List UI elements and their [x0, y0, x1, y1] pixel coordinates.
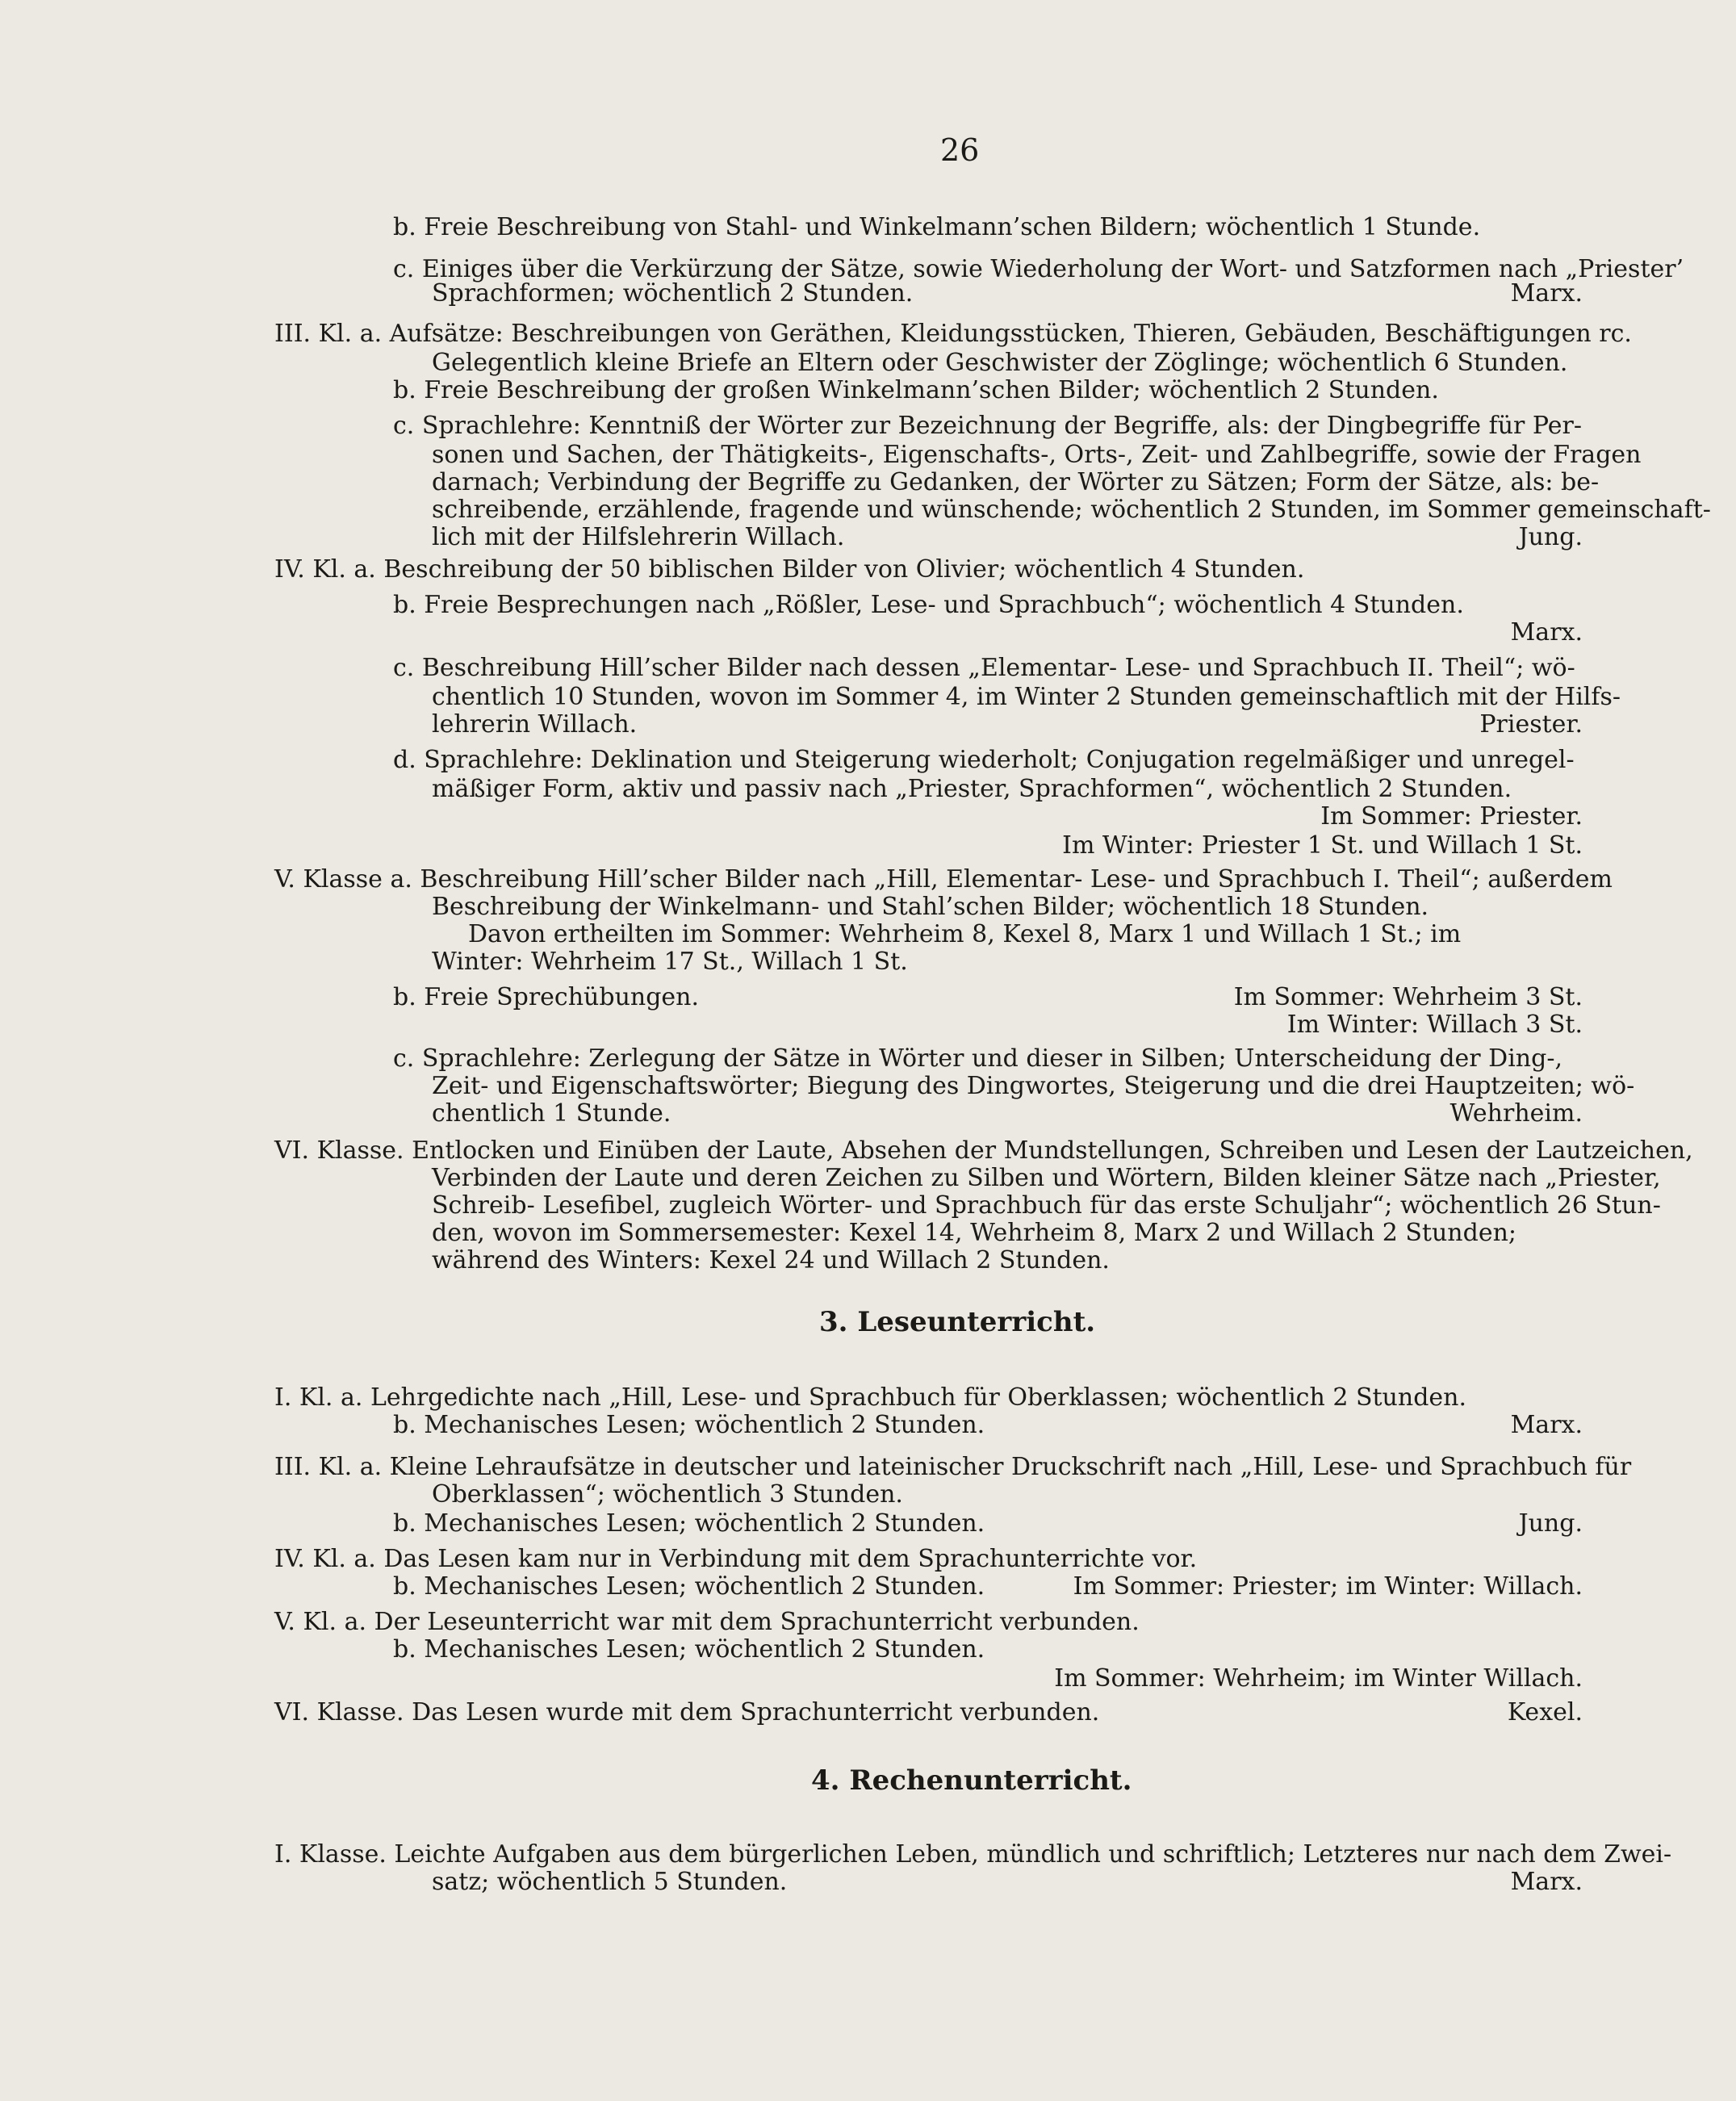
- teacher-name: Kexel.: [1507, 1698, 1583, 1726]
- text-line: lehrerin Willach.: [432, 710, 638, 739]
- text-line: Sprachformen; wöchentlich 2 Stunden.: [432, 279, 914, 308]
- text-line: den, wovon im Sommersemester: Kexel 14, Wehrheim 8, Marx 2 und Willach 2 Stunden;: [432, 1219, 1517, 1247]
- teacher-name: Wehrheim.: [1449, 1099, 1583, 1128]
- text-line: I. Klasse. Leichte Aufgaben aus dem bürgerlichen Leben, mündlich und schriftlich; Letzteres nur nach dem Zwei-: [274, 1840, 1672, 1869]
- text-line: Winter: Wehrheim 17 St., Willach 1 St.: [432, 948, 908, 976]
- teacher-name: Priester.: [1479, 710, 1583, 739]
- text-line: während des Winters: Kexel 24 und Willach 2 Stunden.: [432, 1246, 1110, 1274]
- text-line: Verbinden der Laute und deren Zeichen zu Silben und Wörtern, Bilden kleiner Sätze nach „Priester,: [432, 1164, 1661, 1192]
- text-line: b. Mechanisches Lesen; wöchentlich 2 Stunden.: [393, 1572, 985, 1601]
- text-line: c. Einiges über die Verkürzung der Sätze, sowie Wiederholung der Wort- und Satzformen nach „Priester’: [393, 255, 1684, 283]
- text-line: Gelegentlich kleine Briefe an Eltern oder Geschwister der Zöglinge; wöchentlich 6 Stunden.: [432, 349, 1568, 377]
- text-line: Davon ertheilten im Sommer: Wehrheim 8, Kexel 8, Marx 1 und Willach 1 St.; im: [468, 920, 1462, 948]
- text-line: b. Freie Beschreibung der großen Winkelmann’schen Bilder; wöchentlich 2 Stunden.: [393, 376, 1439, 404]
- text-line: Beschreibung der Winkelmann- und Stahl’schen Bilder; wöchentlich 18 Stunden.: [432, 893, 1429, 921]
- teacher-schedule: Im Sommer: Wehrheim; im Winter Willach.: [1054, 1664, 1583, 1693]
- text-line: IV. Kl. a. Das Lesen kam nur in Verbindung mit dem Sprachunterrichte vor.: [274, 1545, 1198, 1573]
- section-heading: 4. Rechenunterricht.: [811, 1764, 1132, 1797]
- teacher-name: Jung.: [1518, 1509, 1583, 1538]
- teacher-name: Marx.: [1510, 279, 1583, 308]
- text-line: Schreib- Lesefibel, zugleich Wörter- und Sprachbuch für das erste Schuljahr“; wöchentlich 26 Stun-: [432, 1191, 1661, 1220]
- text-line: darnach; Verbindung der Begriffe zu Gedanken, der Wörter zu Sätzen; Form der Sätze, als: be-: [432, 468, 1600, 496]
- teacher-name: Jung.: [1518, 523, 1583, 551]
- text-line: c. Sprachlehre: Zerlegung der Sätze in Wörter und dieser in Silben; Unterscheidung der Ding-,: [393, 1044, 1562, 1073]
- text-line: chentlich 10 Stunden, wovon im Sommer 4, im Winter 2 Stunden gemeinschaftlich mit der Hilfs-: [432, 683, 1621, 711]
- teacher-name: Marx.: [1510, 1411, 1583, 1439]
- text-line: Zeit- und Eigenschaftswörter; Biegung des Dingwortes, Steigerung und die drei Hauptzeiten; wö-: [432, 1072, 1635, 1100]
- section-heading: 3. Leseunterricht.: [819, 1306, 1096, 1338]
- text-line: VI. Klasse. Entlocken und Einüben der Laute, Absehen der Mundstellungen, Schreiben und Lesen der Lautzeichen,: [274, 1136, 1693, 1165]
- text-line: b. Freie Beschreibung von Stahl- und Winkelmann’schen Bildern; wöchentlich 1 Stunde.: [393, 213, 1481, 241]
- teacher-schedule: Im Sommer: Priester.: [1320, 802, 1583, 831]
- text-line: sonen und Sachen, der Thätigkeits-, Eigenschafts-, Orts-, Zeit- und Zahlbegriffe, sowie der Fragen: [432, 441, 1642, 469]
- teacher-schedule: Im Winter: Priester 1 St. und Willach 1 St.: [1062, 831, 1583, 860]
- text-line: c. Sprachlehre: Kenntniß der Wörter zur Bezeichnung der Begriffe, als: der Dingbegriffe für Per-: [393, 412, 1582, 440]
- teacher-name: Marx.: [1510, 618, 1583, 647]
- page-number: 26: [940, 132, 980, 168]
- text-line: b. Mechanisches Lesen; wöchentlich 2 Stunden.: [393, 1411, 985, 1439]
- text-line: Oberklassen“; wöchentlich 3 Stunden.: [432, 1480, 903, 1509]
- text-line: VI. Klasse. Das Lesen wurde mit dem Sprachunterricht verbunden.: [274, 1698, 1100, 1726]
- text-line: b. Freie Besprechungen nach „Rößler, Lese- und Sprachbuch“; wöchentlich 4 Stunden.: [393, 591, 1464, 619]
- teacher-schedule: Im Winter: Willach 3 St.: [1286, 1011, 1583, 1039]
- text-line: lich mit der Hilfslehrerin Willach.: [432, 523, 845, 551]
- teacher-schedule: Im Sommer: Wehrheim 3 St.: [1233, 983, 1583, 1011]
- text-line: IV. Kl. a. Beschreibung der 50 biblischen Bilder von Olivier; wöchentlich 4 Stunden.: [274, 555, 1305, 584]
- teacher-name: Marx.: [1510, 1868, 1583, 1896]
- text-line: V. Kl. a. Der Leseunterricht war mit dem Sprachunterricht verbunden.: [274, 1608, 1140, 1636]
- text-line: b. Mechanisches Lesen; wöchentlich 2 Stunden.: [393, 1509, 985, 1538]
- text-line: c. Beschreibung Hill’scher Bilder nach dessen „Elementar- Lese- und Sprachbuch II. Theil“; wö-: [393, 654, 1575, 682]
- text-line: chentlich 1 Stunde.: [432, 1099, 671, 1128]
- text-line: satz; wöchentlich 5 Stunden.: [432, 1868, 788, 1896]
- text-line: d. Sprachlehre: Deklination und Steigerung wiederholt; Conjugation regelmäßiger und unregel-: [393, 746, 1575, 774]
- text-line: schreibende, erzählende, fragende und wünschende; wöchentlich 2 Stunden, im Sommer gemeinschaft-: [432, 496, 1711, 524]
- text-line: III. Kl. a. Kleine Lehraufsätze in deutscher und lateinischer Druckschrift nach „Hill, Lese- und Sprachbuch für: [274, 1453, 1632, 1481]
- text-line: V. Klasse a. Beschreibung Hill’scher Bilder nach „Hill, Elementar- Lese- und Sprachbuch I. Theil“; außerdem: [274, 865, 1613, 894]
- text-line: b. Mechanisches Lesen; wöchentlich 2 Stunden.: [393, 1635, 985, 1664]
- text-line: III. Kl. a. Aufsätze: Beschreibungen von Geräthen, Kleidungsstücken, Thieren, Gebäuden, Beschäftigungen rc.: [274, 320, 1632, 348]
- teacher-schedule: Im Sommer: Priester; im Winter: Willach.: [1073, 1572, 1583, 1601]
- text-line: I. Kl. a. Lehrgedichte nach „Hill, Lese- und Sprachbuch für Oberklassen; wöchentlich 2 Stunden.: [274, 1383, 1467, 1412]
- text-line: mäßiger Form, aktiv und passiv nach „Priester, Sprachformen“, wöchentlich 2 Stunden.: [432, 775, 1512, 803]
- text-line: b. Freie Sprechübungen.: [393, 983, 700, 1011]
